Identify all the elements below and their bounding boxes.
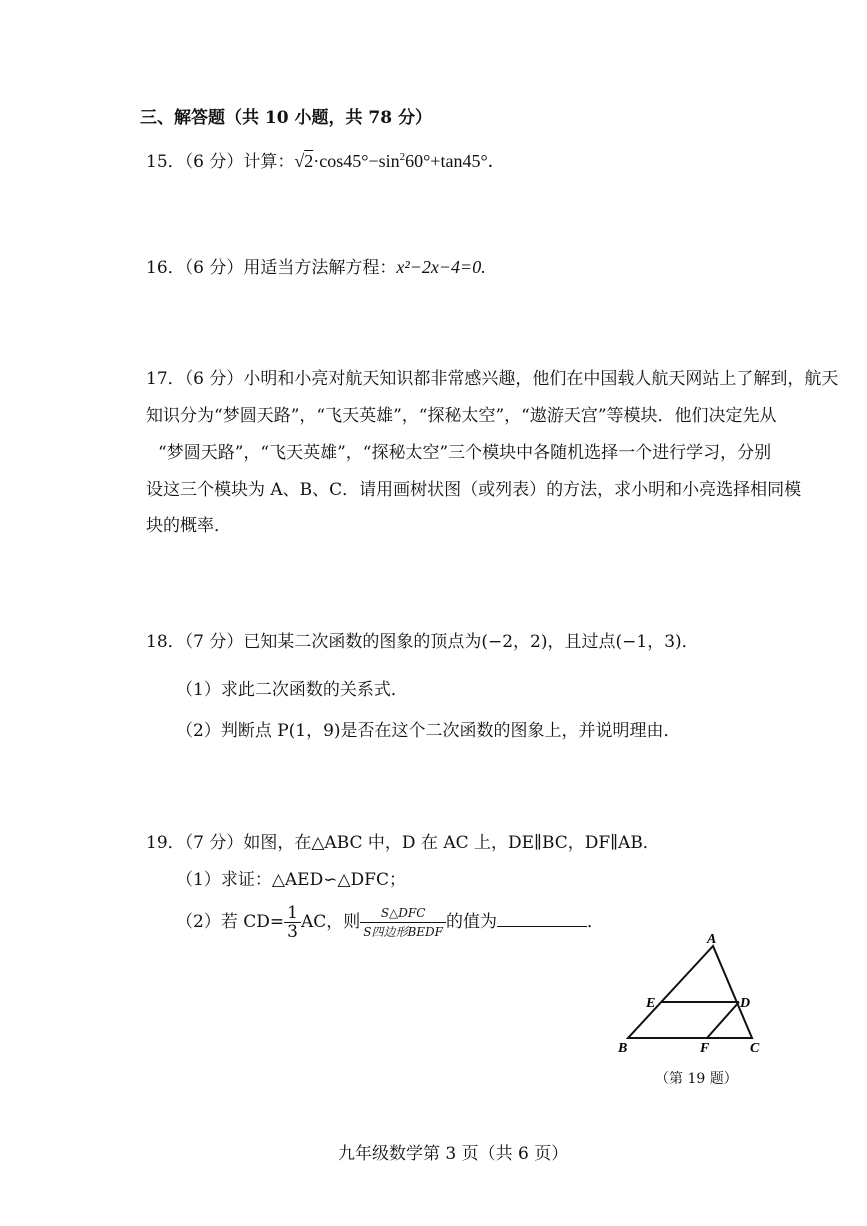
fraction-area-ratio: $\frac{\text{S△DFC}}{\text{S四边形BEDF}}$ — [360, 904, 446, 941]
question-15 — [146, 145, 506, 174]
question-number: 18． — [146, 632, 185, 652]
question-17-line-5: 块的概率． — [146, 516, 231, 536]
question-number: 19． — [146, 833, 185, 853]
math-expression: x²−2x−4=0. — [396, 257, 486, 277]
question-18-part-1: （1）求此二次函数的关系式． — [176, 680, 408, 700]
question-17-line-1: 17．（6 分）小明和小亮对航天知识都非常感兴趣，他们在中国载人航天网站上了解到，航天 — [146, 369, 839, 389]
question-17-line-3: “梦圆天路”，“飞天英雄”，“探秘太空”三个模块中各随机选择一个进行学习，分别 — [158, 443, 772, 463]
question-17-line-2: 知识分为“梦圆天路”，“飞天英雄”，“探秘太空”，“遨游天宫”等模块．他们决定先从 — [146, 406, 777, 426]
question-16 — [146, 255, 486, 280]
question-19: 19．（7 分）如图，在△ABC 中，D 在 AC 上，DE∥BC，DF∥AB． — [146, 833, 660, 853]
label-f: F — [700, 1041, 710, 1056]
question-18-part-2: （2）判断点 P(1，9)是否在这个二次函数的图象上，并说明理由． — [176, 721, 681, 741]
triangle-abc — [628, 946, 752, 1038]
label-a: A — [707, 932, 717, 947]
page-footer: 九年级数学第 3 页（共 6 页） — [338, 1144, 569, 1164]
question-number: 17． — [146, 369, 185, 389]
question-number: 15． — [146, 152, 185, 172]
label-b: B — [618, 1041, 628, 1056]
question-18: 18．（7 分）已知某二次函数的图象的顶点为(−2，2)，且过点(−1，3)． — [146, 632, 699, 652]
label-c: C — [750, 1041, 760, 1056]
label-e: E — [646, 996, 656, 1011]
question-19-part-2: （2）若 CD= $\frac{1}{3}$ AC，则 $\frac{\text{S△DFC}}{\text{S四边形BEDF}}$ 的值为 ． — [176, 903, 604, 942]
question-score: （6 分）计算： — [184, 152, 295, 172]
label-d: D — [740, 996, 751, 1011]
figure-caption: （第 19 题） — [655, 1071, 738, 1087]
question-score: （6 分）用适当方法解方程： — [184, 258, 397, 278]
question-17-line-4: 设这三个模块为 A、B、C．请用画树状图（或列表）的方法，求小明和小亮选择相同模 — [146, 480, 802, 500]
segment-df — [707, 1002, 739, 1038]
question-number: 16． — [146, 258, 185, 278]
answer-blank[interactable] — [497, 910, 587, 927]
math-expression: $√2\cdot\cos 45^\circ-\sin^260^\circ+\tan 45^\circ$． — [294, 151, 506, 171]
section-title: 三、解答题（共 10 小题，共 78 分） — [140, 108, 432, 128]
fraction-one-third: $\frac{1}{3}$ — [284, 904, 301, 941]
triangle-figure — [610, 930, 770, 1060]
question-19-part-1: （1）求证：△AED∽△DFC； — [176, 870, 406, 890]
